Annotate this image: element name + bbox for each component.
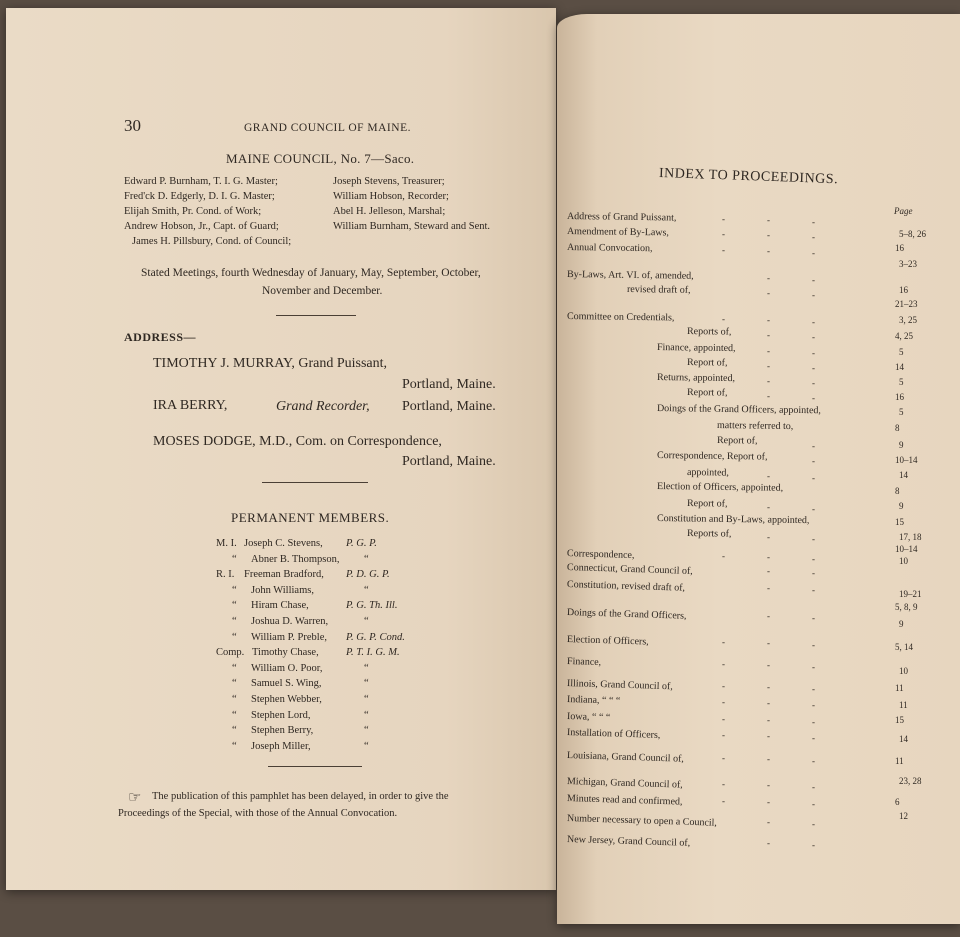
leader-dash: - (767, 532, 770, 543)
leader-dash: - (812, 247, 815, 258)
leader-dash: - (812, 699, 815, 710)
leader-dash: - (767, 552, 770, 563)
leader-dash: - (767, 273, 770, 284)
index-entry-page: 16 (895, 392, 904, 402)
member-name: Stephen Webber, (251, 694, 322, 705)
index-entry-page: 5 (899, 377, 904, 387)
leader-dash: - (767, 780, 770, 791)
leader-dash: - (812, 839, 815, 850)
member-name: Hiram Chase, (251, 600, 309, 612)
index-entry-label: Constitution and By-Laws, appointed, (656, 513, 810, 527)
member-prefix: “ (232, 553, 237, 565)
index-entry-label: Minutes read and confirmed, (566, 793, 683, 808)
officer-entry: Abel H. Jelleson, Marshal; (333, 206, 446, 217)
index-entry-label: Connecticut, Grand Council of, (566, 562, 693, 577)
index-entry-page: 4, 25 (895, 331, 913, 341)
index-entry-page: 8 (895, 486, 900, 496)
member-prefix: “ (232, 616, 237, 627)
member-name: Joseph C. Stevens, (244, 538, 323, 549)
address-3-name: MOSES DODGE, M.D., Com. on Correspondence, (153, 434, 442, 449)
member-prefix: “ (232, 678, 237, 690)
index-entry-label: Michigan, Grand Council of, (566, 776, 683, 791)
leader-dash: - (812, 440, 815, 451)
member-prefix: R. I. (216, 569, 235, 581)
right-page (557, 14, 960, 924)
officer-entry: Andrew Hobson, Jr., Capt. of Guard; (124, 221, 279, 232)
member-prefix: “ (232, 600, 237, 612)
member-rank: “ (364, 725, 369, 737)
note-line-2: Proceedings of the Special, with those of the Annual Convocation. (118, 808, 398, 819)
address-1-city: Portland, Maine. (402, 377, 496, 392)
leader-dash: - (722, 245, 725, 255)
index-entry-label: Election of Officers, appointed, (656, 481, 784, 494)
leader-dash: - (722, 730, 725, 740)
index-entry-page: 9 (899, 501, 904, 511)
leader-dash: - (812, 567, 815, 578)
index-entry-label: Doings of the Grand Officers, appointed, (656, 403, 822, 417)
index-entry-page: 10 (899, 556, 908, 566)
leader-dash: - (767, 698, 770, 709)
member-name: Timothy Chase, (252, 647, 319, 659)
leader-dash: - (767, 566, 770, 577)
page-column-label: Page (894, 206, 913, 216)
member-rank: “ (364, 678, 369, 690)
member-rank: “ (364, 662, 369, 674)
leader-dash: - (812, 231, 815, 242)
divider-rule (276, 315, 356, 316)
officer-entry: James H. Pillsbury, Cond. of Council; (132, 236, 292, 247)
leader-dash: - (812, 503, 815, 514)
index-entry-page: 3–23 (899, 259, 917, 269)
leader-dash: - (722, 697, 725, 707)
leader-dash: - (767, 797, 770, 808)
leader-dash: - (812, 818, 815, 829)
index-entry-page: 11 (899, 700, 908, 710)
leader-dash: - (722, 637, 725, 647)
leader-dash: - (767, 391, 770, 402)
leader-dash: - (812, 683, 815, 694)
index-entry-label: Finance, (566, 656, 602, 669)
member-rank: “ (364, 553, 369, 565)
leader-dash: - (722, 681, 725, 691)
member-rank: P. G. P. (346, 538, 377, 549)
member-prefix: “ (232, 631, 237, 643)
index-entry-label: Report of, (686, 357, 728, 369)
index-entry-page: 9 (899, 619, 904, 629)
index-title: INDEX TO PROCEEDINGS. (658, 166, 839, 188)
leader-dash: - (812, 798, 815, 809)
index-entry-label: Indiana, “ “ “ (566, 694, 621, 707)
member-prefix: M. I. (216, 538, 237, 549)
address-2-name: IRA BERRY, (153, 398, 228, 413)
member-prefix: “ (232, 709, 237, 721)
leader-dash: - (812, 289, 815, 300)
leader-dash: - (767, 215, 770, 226)
leader-dash: - (767, 638, 770, 649)
leader-dash: - (767, 315, 770, 326)
page-number: 30 (124, 116, 141, 135)
officer-entry: Joseph Stevens, Treasurer; (333, 176, 445, 187)
index-entry-page: 9 (899, 440, 904, 450)
permanent-members-heading: PERMANENT MEMBERS. (231, 510, 390, 525)
leader-dash: - (722, 551, 725, 561)
index-entry-label: Constitution, revised draft of, (566, 579, 686, 594)
member-name: Freeman Bradford, (244, 569, 324, 581)
member-name: John Williams, (251, 584, 314, 596)
index-entry-page: 5 (899, 407, 904, 417)
member-prefix: Comp. (216, 647, 245, 659)
index-entry-label: Doings of the Grand Officers, (566, 607, 687, 622)
index-entry-page: 17, 18 (899, 532, 922, 542)
index-entry-label: Report of, (686, 387, 728, 399)
index-entry-label: Election of Officers, (566, 634, 649, 648)
index-entry-page: 14 (899, 734, 908, 744)
member-prefix: “ (232, 584, 237, 596)
index-entry-page: 5–8, 26 (899, 229, 926, 239)
index-entry-label: Correspondence, (566, 548, 635, 562)
leader-dash: - (767, 471, 770, 482)
officer-entry: William Hobson, Recorder; (333, 191, 449, 202)
index-entry-page: 11 (895, 683, 904, 693)
index-entry-page: 11 (895, 756, 904, 766)
index-entry-label: Committee on Credentials, (566, 311, 675, 324)
leader-dash: - (767, 817, 770, 828)
council-heading: MAINE COUNCIL, No. 7—Saco. (226, 151, 415, 166)
index-entry-label: Amendment of By-Laws, (566, 226, 670, 239)
index-entry-page: 5, 14 (895, 642, 913, 652)
member-rank: “ (364, 694, 369, 705)
member-prefix: “ (232, 740, 237, 752)
leader-dash: - (812, 316, 815, 327)
officer-entry: Edward P. Burnham, T. I. G. Master; (124, 176, 278, 187)
address-2-title: Grand Recorder, (276, 399, 370, 414)
leader-dash: - (722, 229, 725, 239)
leader-dash: - (812, 639, 815, 650)
leader-dash: - (767, 583, 770, 594)
meetings-line-1: Stated Meetings, fourth Wednesday of January, May, September, October, (141, 267, 481, 279)
leader-dash: - (812, 553, 815, 564)
leader-dash: - (812, 781, 815, 792)
leader-dash: - (767, 502, 770, 513)
index-entry-label: Address of Grand Puissant, (566, 211, 677, 224)
index-entry-page: 5, 8, 9 (895, 602, 918, 612)
index-entry-page: 3, 25 (899, 315, 917, 325)
leader-dash: - (812, 331, 815, 342)
leader-dash: - (767, 361, 770, 372)
leader-dash: - (767, 330, 770, 341)
leader-dash: - (722, 714, 725, 724)
leader-dash: - (722, 659, 725, 669)
index-entry-page: 8 (895, 423, 900, 433)
index-entry-label: Reports of, (686, 326, 732, 338)
leader-dash: - (767, 838, 770, 849)
index-entry-label: By-Laws, Art. VI. of, amended, (566, 269, 694, 282)
leader-dash: - (767, 246, 770, 257)
leader-dash: - (722, 314, 725, 324)
member-prefix: “ (232, 725, 237, 737)
index-entry-page: 12 (899, 811, 908, 821)
leader-dash: - (767, 682, 770, 693)
index-entry-page: 5 (899, 347, 904, 357)
officer-entry: Elijah Smith, Pr. Cond. of Work; (124, 206, 262, 217)
pointing-hand-icon: ☞ (128, 790, 142, 806)
leader-dash: - (812, 612, 815, 623)
index-entry-label: appointed, (686, 467, 730, 479)
index-entry-label: New Jersey, Grand Council of, (566, 834, 691, 849)
address-3-city: Portland, Maine. (402, 454, 496, 469)
index-entry-page: 14 (895, 362, 904, 372)
leader-dash: - (812, 216, 815, 227)
leader-dash: - (812, 732, 815, 743)
index-entry-label: Correspondence, Report of, (656, 450, 768, 463)
leader-dash: - (812, 392, 815, 403)
member-name: Samuel S. Wing, (251, 678, 322, 690)
index-entry-page: 14 (899, 470, 908, 480)
leader-dash: - (722, 214, 725, 224)
member-prefix: “ (232, 662, 237, 674)
leader-dash: - (812, 362, 815, 373)
index-entry-label: revised draft of, (626, 284, 691, 296)
leader-dash: - (812, 716, 815, 727)
index-entry-label: Report of, (686, 498, 728, 510)
member-name: Stephen Berry, (251, 725, 314, 737)
member-rank: “ (364, 584, 369, 596)
running-head: GRAND COUNCIL OF MAINE. (244, 122, 411, 134)
leader-dash: - (767, 611, 770, 622)
officer-entry: Fred'ck D. Edgerly, D. I. G. Master; (124, 191, 275, 202)
leader-dash: - (767, 346, 770, 357)
index-entry-page: 21–23 (895, 299, 918, 309)
left-page (6, 8, 556, 890)
index-entry-label: Number necessary to open a Council, (566, 813, 718, 829)
index-entry-page: 23, 28 (899, 776, 922, 786)
leader-dash: - (812, 274, 815, 285)
leader-dash: - (722, 779, 725, 789)
index-entry-label: Finance, appointed, (656, 342, 736, 355)
member-rank: “ (364, 709, 369, 721)
index-entry-label: Returns, appointed, (656, 372, 736, 385)
index-entry-page: 15 (895, 517, 904, 527)
address-heading: ADDRESS— (124, 330, 197, 344)
officer-entry: William Burnham, Steward and Sent. (333, 221, 491, 232)
divider-rule (262, 482, 368, 483)
index-entry-label: Illinois, Grand Council of, (566, 678, 673, 693)
leader-dash: - (812, 584, 815, 595)
leader-dash: - (812, 661, 815, 672)
leader-dash: - (812, 455, 815, 466)
index-entry-label: Louisiana, Grand Council of, (566, 750, 685, 765)
leader-dash: - (767, 288, 770, 299)
leader-dash: - (722, 753, 725, 763)
leader-dash: - (812, 755, 815, 766)
index-entry-label: Annual Convocation, (566, 242, 653, 255)
member-name: Abner B. Thompson, (251, 553, 340, 565)
leader-dash: - (767, 660, 770, 671)
member-prefix: “ (232, 694, 237, 705)
leader-dash: - (767, 376, 770, 387)
leader-dash: - (722, 796, 725, 806)
member-rank: P. G. Th. Ill. (346, 600, 398, 612)
address-1-name: TIMOTHY J. MURRAY, Grand Puissant, (153, 356, 388, 371)
index-entry-page: 10–14 (895, 544, 918, 554)
leader-dash: - (812, 533, 815, 544)
address-2-city: Portland, Maine. (402, 399, 496, 414)
member-name: Stephen Lord, (251, 709, 311, 721)
index-entry-page: 16 (895, 243, 904, 253)
leader-dash: - (767, 230, 770, 241)
leader-dash: - (812, 347, 815, 358)
index-entry-label: Reports of, (686, 528, 732, 540)
leader-dash: - (767, 715, 770, 726)
divider-rule (268, 766, 362, 767)
leader-dash: - (812, 377, 815, 388)
meetings-line-2: November and December. (262, 285, 383, 297)
member-rank: P. D. G. P. (346, 569, 390, 581)
index-entry-page: 10–14 (895, 455, 918, 465)
leader-dash: - (767, 731, 770, 742)
member-rank: P. T. I. G. M. (346, 647, 400, 659)
leader-dash: - (767, 754, 770, 765)
member-name: Joseph Miller, (251, 740, 311, 752)
index-entry-page: 16 (899, 285, 908, 295)
member-rank: P. G. P. Cond. (346, 631, 405, 643)
index-entry-label: Installation of Officers, (566, 727, 661, 741)
index-entry-page: 19–21 (899, 589, 922, 599)
index-entry-page: 10 (899, 666, 908, 676)
member-name: William O. Poor, (251, 662, 323, 674)
index-entry-page: 6 (895, 797, 900, 807)
index-entry-label: Iowa, “ “ “ (566, 711, 611, 724)
member-rank: “ (364, 616, 369, 627)
leader-dash: - (812, 472, 815, 483)
member-name: Joshua D. Warren, (251, 616, 329, 627)
index-entry-label: matters referred to, (716, 420, 794, 433)
index-entry-label: Report of, (716, 435, 758, 447)
member-rank: “ (364, 740, 369, 752)
member-name: William P. Preble, (251, 631, 327, 643)
index-entry-page: 15 (895, 715, 904, 725)
note-line-1: The publication of this pamphlet has been delayed, in order to give the (152, 791, 449, 802)
